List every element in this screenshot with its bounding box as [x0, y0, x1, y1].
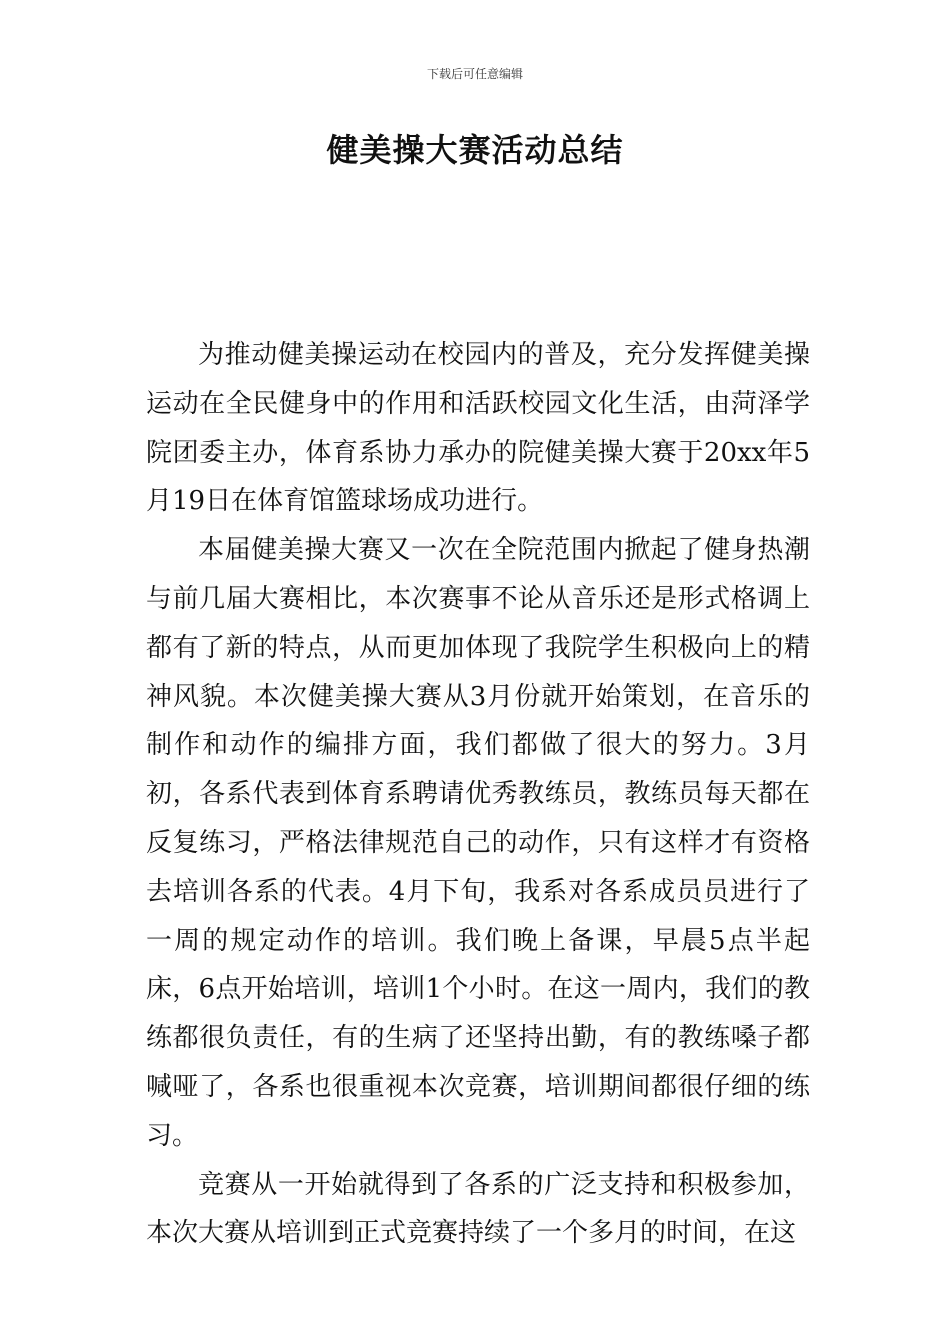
- paragraph-intro: 为推动健美操运动在校园内的普及，充分发挥健美操运动在全民健身中的作用和活跃校园文化生活，由菏泽学院团委主办，体育系协力承办的院健美操大赛于20xx年5月19日在体育馆篮球场成功进行。: [146, 340, 810, 517]
- document-title: 健美操大赛活动总结: [326, 131, 624, 169]
- page-header-note: 下载后可任意编辑: [426, 67, 523, 81]
- document-body: [146, 331, 810, 1258]
- paragraph-competition: 竞赛从一开始就得到了各系的广泛支持和积极参加，本次大赛从培训到正式竞赛持续了一个多月的时间，在这: [146, 1169, 810, 1249]
- paragraph-details: 本届健美操大赛又一次在全院范围内掀起了健身热潮与前几届大赛相比，本次赛事不论从音乐还是形式格调上都有了新的特点，从而更加体现了我院学生积极向上的精神风貌。本次健美操大赛从3月份就开始策划，在音乐的制作和动作的编排方面，我们都做了很大的努力。3月初，各系代表到体育系聘请优秀教练员，教练员每天都在反复练习，严格法律规范自己的动作，只有这样才有资格去培训各系的代表。4月下旬，我系对各系成员员进行了一周的规定动作的培训。我们晚上备课，早晨5点半起床，6点开始培训，培训1个小时。在这一周内，我们的教练都很负责任，有的生病了还坚持出勤，有的教练嗓子都喊哑了，各系也很重视本次竞赛，培训期间都很仔细的练习。: [146, 535, 810, 1151]
